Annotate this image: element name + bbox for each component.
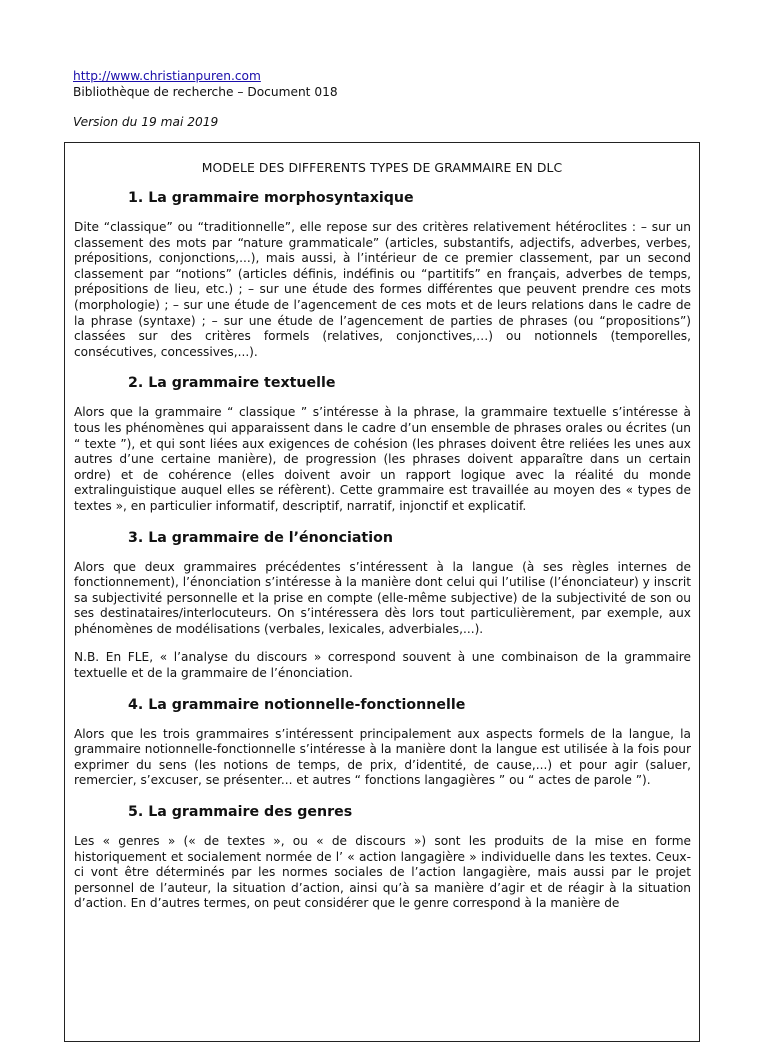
- version-date: Version du 19 mai 2019: [73, 115, 219, 129]
- section-heading: 4. La grammaire notionnelle-fonctionnelle: [128, 696, 466, 713]
- website-link[interactable]: http://www.christianpuren.com: [73, 69, 261, 83]
- document-header: [73, 68, 338, 100]
- content-frame: [64, 142, 700, 1042]
- section-enonciation: [65, 530, 699, 682]
- section-heading: 3. La grammaire de l’énonciation: [128, 529, 393, 546]
- section-paragraph: Alors que deux grammaires précédentes s’intéressent à la langue (à ses règles internes de fonctionnement), l’énonciation s’intéresse à la manière dont celui qui l’utilise (l’énonciateur) y inscrit sa subjectivité personnelle et la prise en compte (elle-même subjective) de la subjectivité de son ou ses destinataires/interlocuteurs. On s’intéressera dès lors tout particulièrement, par exemple, aux phénomènes de modélisations (verbales, lexicales, adverbiales,...).: [74, 559, 691, 636]
- section-paragraph: Alors que les trois grammaires s’intéressent principalement aux aspects formels de la langue, la grammaire notionnelle-fonctionnelle s’intéresse à la manière dont la langue est utilisée à la fois pour exprimer du sens (les notions de temps, de prix, d’identité, de cause,...) et pour agir (saluer, remercier, s’excuser, se présenter... et autres “ fonctions langagières ” ou “ actes de parole ”).: [74, 726, 691, 788]
- section-heading: 5. La grammaire des genres: [128, 804, 353, 821]
- section-paragraph: Dite “classique” ou “traditionnelle”, elle repose sur des critères relativement hétéroclites : – sur un classement des mots par “nature grammaticale” (articles, substantifs, adjectifs, adverbes, verbes, prépositions, conjonctions,...), mais aussi, à l’intérieur de ce premier classement, par un second classement par “notions” (articles définis, indéfinis ou “partitifs” en français, adverbes de temps, prépositions de lieu, etc.) ; – sur une étude des formes différentes que peuvent prendre ces mots (morphologie) ; – sur une étude de l’agencement de ces mots et de leurs relations dans le cadre de la phrase (syntaxe) ; – sur une étude de l’agencement de parties de phrases (ou “propositions”) classées sur des critères formels (relatives, conjonctives,…) ou notionnels (temporelles, consécutives, concessives,...).: [74, 220, 691, 359]
- document-title: MODELE DES DIFFERENTS TYPES DE GRAMMAIRE EN DLC: [201, 160, 563, 175]
- section-notionnelle-fonctionnelle: [65, 697, 699, 789]
- section-paragraph: Les « genres » (« de textes », ou « de discours ») sont les produits de la mise en forme historiquement et socialement normée de l’ « action langagière » individuelle dans les textes. Ceux-ci vont être déterminés par les normes sociales de l’action langagière, mais aussi par le projet personnel de l’auteur, la situation d’action, ainsi qu’à sa manière d’agir et de réagir à la situation d’action. En d’autres termes, on peut considérer que le genre correspond à la manière de: [74, 834, 691, 911]
- section-heading: 2. La grammaire textuelle: [128, 375, 336, 392]
- section-morphosyntaxique: [65, 190, 699, 360]
- section-textuelle: [65, 375, 699, 514]
- section-genres: [65, 804, 699, 912]
- library-label: Bibliothèque de recherche – Document 018: [73, 85, 338, 99]
- section-note: N.B. En FLE, « l’analyse du discours » correspond souvent à une combinaison de la grammaire textuelle et de la grammaire de l’énonciation.: [74, 650, 691, 681]
- section-paragraph: Alors que la grammaire “ classique ” s’intéresse à la phrase, la grammaire textuelle s’intéresse à tous les phénomènes qui apparaissent dans le cadre d’un ensemble de phrases orales ou écrites (un “ texte ”), et qui sont liées aux exigences de cohésion (les phrases doivent être reliées les unes aux autres d’une certaine manière), de progression (les phrases doivent apparaître dans un certain ordre) et de cohérence (elles doivent avoir un rapport logique avec la réalité du monde extralinguistique auquel elles se réfèrent). Cette grammaire est travaillée au moyen des « types de textes », en particulier informatif, descriptif, narratif, injonctif et explicatif.: [74, 405, 691, 513]
- section-heading: 1. La grammaire morphosyntaxique: [128, 190, 414, 206]
